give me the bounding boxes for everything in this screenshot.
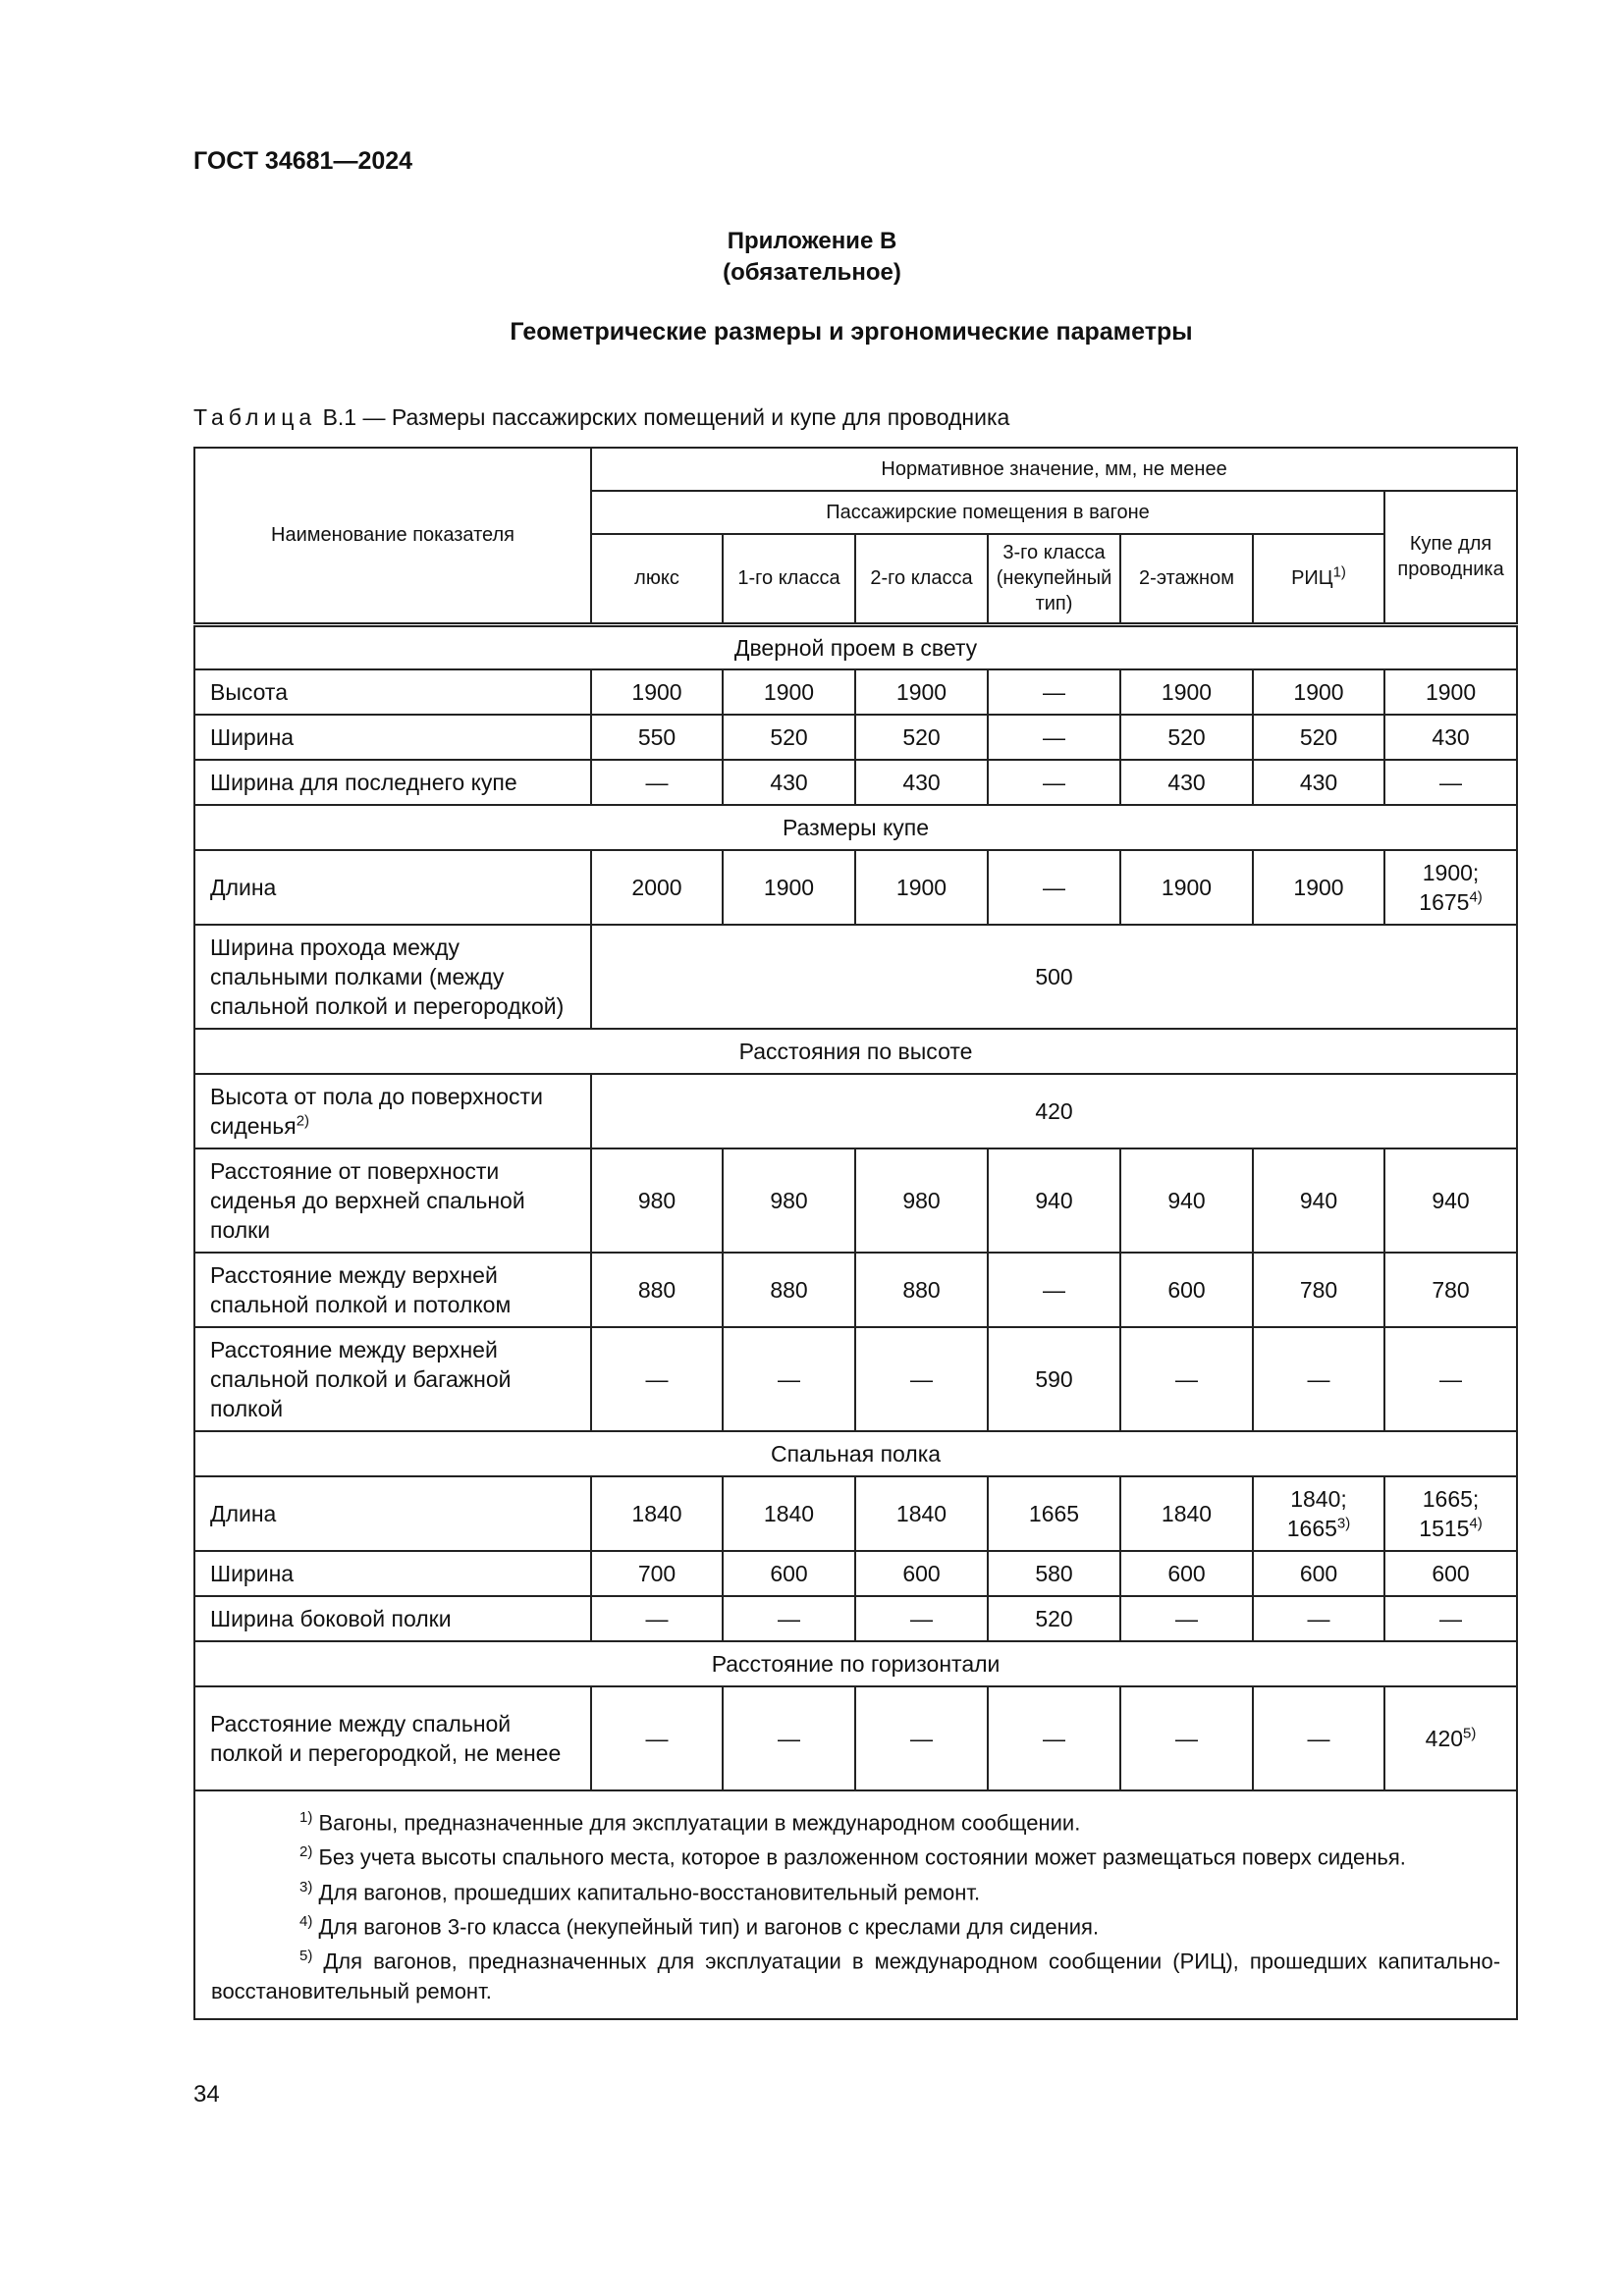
cell: 600 bbox=[1120, 1551, 1253, 1596]
cell: 520 bbox=[855, 715, 988, 760]
cell: 420 bbox=[591, 1074, 1517, 1148]
cell: 580 bbox=[988, 1551, 1120, 1596]
cell: 980 bbox=[591, 1148, 723, 1253]
note-text: Для вагонов, предназначенных для эксплуатации в международном сообщении (РИЦ), прошедших капитально-восстановительный ремонт. bbox=[211, 1949, 1501, 2003]
cell-line: 1840; bbox=[1290, 1486, 1347, 1512]
cell: — bbox=[1384, 760, 1517, 805]
table-row bbox=[194, 760, 1517, 805]
cell: 1900 bbox=[855, 669, 988, 715]
cell: 880 bbox=[591, 1253, 723, 1327]
cell-line: 1900; bbox=[1422, 860, 1480, 885]
cell: 940 bbox=[1120, 1148, 1253, 1253]
cell: 600 bbox=[1120, 1253, 1253, 1327]
cell: — bbox=[1253, 1686, 1384, 1790]
cell: 780 bbox=[1253, 1253, 1384, 1327]
table-row bbox=[194, 1596, 1517, 1641]
cell: 600 bbox=[723, 1551, 855, 1596]
cell: 430 bbox=[1120, 760, 1253, 805]
footnote-ref: 2) bbox=[296, 1112, 310, 1130]
cell: — bbox=[1253, 1596, 1384, 1641]
cell: 430 bbox=[723, 760, 855, 805]
note-text: Для вагонов 3-го класса (некупейный тип) и вагонов с креслами для сидения. bbox=[312, 1914, 1100, 1940]
cell: 1900 bbox=[1253, 669, 1384, 715]
row-name: Расстояние между спальной полкой и перегородкой, не менее bbox=[194, 1686, 591, 1790]
cell-line: 1675 bbox=[1419, 889, 1470, 915]
row-name: Расстояние от поверхности сиденья до верхней спальной полки bbox=[194, 1148, 591, 1253]
note-number: 3) bbox=[299, 1878, 313, 1896]
row-name: Ширина для последнего купе bbox=[194, 760, 591, 805]
col-third: 3-го класса (некупейный тип) bbox=[988, 534, 1120, 624]
cell: 430 bbox=[1384, 715, 1517, 760]
cell: 520 bbox=[988, 1596, 1120, 1641]
cell: — bbox=[988, 715, 1120, 760]
section-compartment: Размеры купе bbox=[194, 805, 1517, 850]
note-number: 5) bbox=[299, 1948, 313, 1965]
note-text: Для вагонов, прошедших капитально-восстановительный ремонт. bbox=[312, 1879, 981, 1904]
cell-line: 1665; bbox=[1422, 1486, 1480, 1512]
cell: — bbox=[1120, 1686, 1253, 1790]
cell: 520 bbox=[1253, 715, 1384, 760]
cell: 2000 bbox=[591, 850, 723, 925]
caption-text: В.1 — Размеры пассажирских помещений и купе для проводника bbox=[316, 404, 1010, 430]
cell bbox=[1384, 850, 1517, 925]
col-lux: люкс bbox=[591, 534, 723, 624]
section-door: Дверной проем в свету bbox=[194, 624, 1517, 669]
note-item bbox=[211, 1873, 1500, 1907]
col-ric bbox=[1253, 534, 1384, 624]
col-ric-footnote: 1) bbox=[1332, 563, 1346, 581]
row-name: Ширина боковой полки bbox=[194, 1596, 591, 1641]
row-name: Ширина прохода между спальными полками (между спальной полкой и перегородкой) bbox=[194, 925, 591, 1029]
table-row bbox=[194, 715, 1517, 760]
row-name-text: Высота от пола до поверхности сиденья bbox=[210, 1084, 543, 1139]
table-row bbox=[194, 850, 1517, 925]
page-title: Геометрические размеры и эргономические параметры bbox=[510, 318, 1193, 346]
row-name: Длина bbox=[194, 850, 591, 925]
footnote-ref: 5) bbox=[1463, 1725, 1477, 1742]
cell: 700 bbox=[591, 1551, 723, 1596]
row-name: Ширина bbox=[194, 1551, 591, 1596]
cell: — bbox=[723, 1686, 855, 1790]
table-caption bbox=[193, 404, 1009, 431]
cell bbox=[1384, 1686, 1517, 1790]
cell: 520 bbox=[1120, 715, 1253, 760]
cell: — bbox=[988, 669, 1120, 715]
note-item bbox=[211, 1803, 1500, 1838]
table-row bbox=[194, 1148, 1517, 1253]
cell: — bbox=[988, 1686, 1120, 1790]
cell: — bbox=[1120, 1327, 1253, 1431]
section-horizontal: Расстояние по горизонтали bbox=[194, 1641, 1517, 1686]
cell: 550 bbox=[591, 715, 723, 760]
appendix-name: Приложение В bbox=[727, 228, 897, 254]
table-row bbox=[194, 1686, 1517, 1790]
cell: 600 bbox=[1384, 1551, 1517, 1596]
cell: 1900 bbox=[1120, 850, 1253, 925]
footnote-ref: 4) bbox=[1469, 1515, 1483, 1532]
cell: — bbox=[855, 1686, 988, 1790]
cell: 590 bbox=[988, 1327, 1120, 1431]
note-number: 1) bbox=[299, 1809, 313, 1826]
section-height: Расстояния по высоте bbox=[194, 1029, 1517, 1074]
col-double: 2-этажном bbox=[1120, 534, 1253, 624]
cell: 1900 bbox=[723, 850, 855, 925]
cell: 980 bbox=[855, 1148, 988, 1253]
section-berth: Спальная полка bbox=[194, 1431, 1517, 1476]
cell: — bbox=[988, 760, 1120, 805]
cell: — bbox=[591, 760, 723, 805]
cell: — bbox=[591, 1596, 723, 1641]
cell: 500 bbox=[591, 925, 1517, 1029]
cell: 1900 bbox=[591, 669, 723, 715]
footnote-ref: 3) bbox=[1336, 1515, 1351, 1532]
cell: — bbox=[988, 850, 1120, 925]
cell: — bbox=[723, 1596, 855, 1641]
note-item bbox=[211, 1907, 1500, 1942]
cell bbox=[1384, 1476, 1517, 1551]
table-row bbox=[194, 1253, 1517, 1327]
appendix-type: (обязательное) bbox=[723, 259, 901, 286]
note-number: 2) bbox=[299, 1843, 313, 1861]
cell: 780 bbox=[1384, 1253, 1517, 1327]
note-number: 4) bbox=[299, 1912, 313, 1930]
table-row bbox=[194, 669, 1517, 715]
standard-number: ГОСТ 34681—2024 bbox=[193, 147, 413, 175]
appendix-heading bbox=[0, 226, 1624, 289]
col-passenger: Пассажирские помещения в вагоне bbox=[591, 491, 1384, 534]
footnote-ref: 4) bbox=[1469, 888, 1483, 906]
dimensions-table bbox=[193, 447, 1518, 2020]
row-name: Высота bbox=[194, 669, 591, 715]
note-item bbox=[211, 1942, 1500, 2005]
cell-line: 1515 bbox=[1419, 1516, 1470, 1541]
table-row bbox=[194, 1327, 1517, 1431]
cell: 880 bbox=[855, 1253, 988, 1327]
caption-prefix: Таблица bbox=[193, 404, 317, 430]
cell: 880 bbox=[723, 1253, 855, 1327]
col-conductor bbox=[1384, 491, 1517, 624]
col-normative: Нормативное значение, мм, не менее bbox=[591, 448, 1517, 491]
cell: 600 bbox=[1253, 1551, 1384, 1596]
cell: 1840 bbox=[1120, 1476, 1253, 1551]
cell bbox=[1253, 1476, 1384, 1551]
cell: — bbox=[1120, 1596, 1253, 1641]
cell: 1900 bbox=[855, 850, 988, 925]
table-row bbox=[194, 1551, 1517, 1596]
cell: — bbox=[855, 1327, 988, 1431]
cell: 1900 bbox=[1120, 669, 1253, 715]
cell: — bbox=[723, 1327, 855, 1431]
row-name: Длина bbox=[194, 1476, 591, 1551]
row-name: Расстояние между верхней спальной полкой и багажной полкой bbox=[194, 1327, 591, 1431]
cell: 430 bbox=[855, 760, 988, 805]
cell: 940 bbox=[1384, 1148, 1517, 1253]
row-name: Расстояние между верхней спальной полкой и потолком bbox=[194, 1253, 591, 1327]
note-text: Без учета высоты спального места, которое в разложенном состоянии может размещаться поверх сиденья. bbox=[312, 1844, 1406, 1870]
cell: 940 bbox=[1253, 1148, 1384, 1253]
page-number: 34 bbox=[193, 2081, 220, 2108]
cell: 1840 bbox=[591, 1476, 723, 1551]
cell: — bbox=[1384, 1596, 1517, 1641]
cell: 1840 bbox=[723, 1476, 855, 1551]
cell: 520 bbox=[723, 715, 855, 760]
cell: — bbox=[855, 1596, 988, 1641]
cell-line: 1665 bbox=[1286, 1516, 1337, 1541]
cell: — bbox=[1253, 1327, 1384, 1431]
cell: — bbox=[1384, 1327, 1517, 1431]
col-indicator: Наименование показателя bbox=[194, 448, 591, 624]
cell: 1900 bbox=[1253, 850, 1384, 925]
col-conductor-label: Купе для проводника bbox=[1397, 533, 1504, 581]
cell: 1900 bbox=[723, 669, 855, 715]
note-text: Вагоны, предназначенные для эксплуатации в международном сообщении. bbox=[312, 1810, 1081, 1836]
cell: 940 bbox=[988, 1148, 1120, 1253]
table-row bbox=[194, 1476, 1517, 1551]
note-item bbox=[211, 1838, 1500, 1872]
cell: — bbox=[988, 1253, 1120, 1327]
table-row bbox=[194, 1074, 1517, 1148]
row-name bbox=[194, 1074, 591, 1148]
cell: 600 bbox=[855, 1551, 988, 1596]
cell: 1840 bbox=[855, 1476, 988, 1551]
table-notes bbox=[194, 1790, 1517, 2019]
cell: 1900 bbox=[1384, 669, 1517, 715]
table-row bbox=[194, 925, 1517, 1029]
cell: — bbox=[591, 1686, 723, 1790]
cell: 1665 bbox=[988, 1476, 1120, 1551]
col-second: 2-го класса bbox=[855, 534, 988, 624]
cell: — bbox=[591, 1327, 723, 1431]
col-first: 1-го класса bbox=[723, 534, 855, 624]
row-name: Ширина bbox=[194, 715, 591, 760]
col-ric-label: РИЦ bbox=[1291, 567, 1333, 590]
cell-value: 420 bbox=[1425, 1726, 1464, 1751]
cell: 430 bbox=[1253, 760, 1384, 805]
cell: 980 bbox=[723, 1148, 855, 1253]
